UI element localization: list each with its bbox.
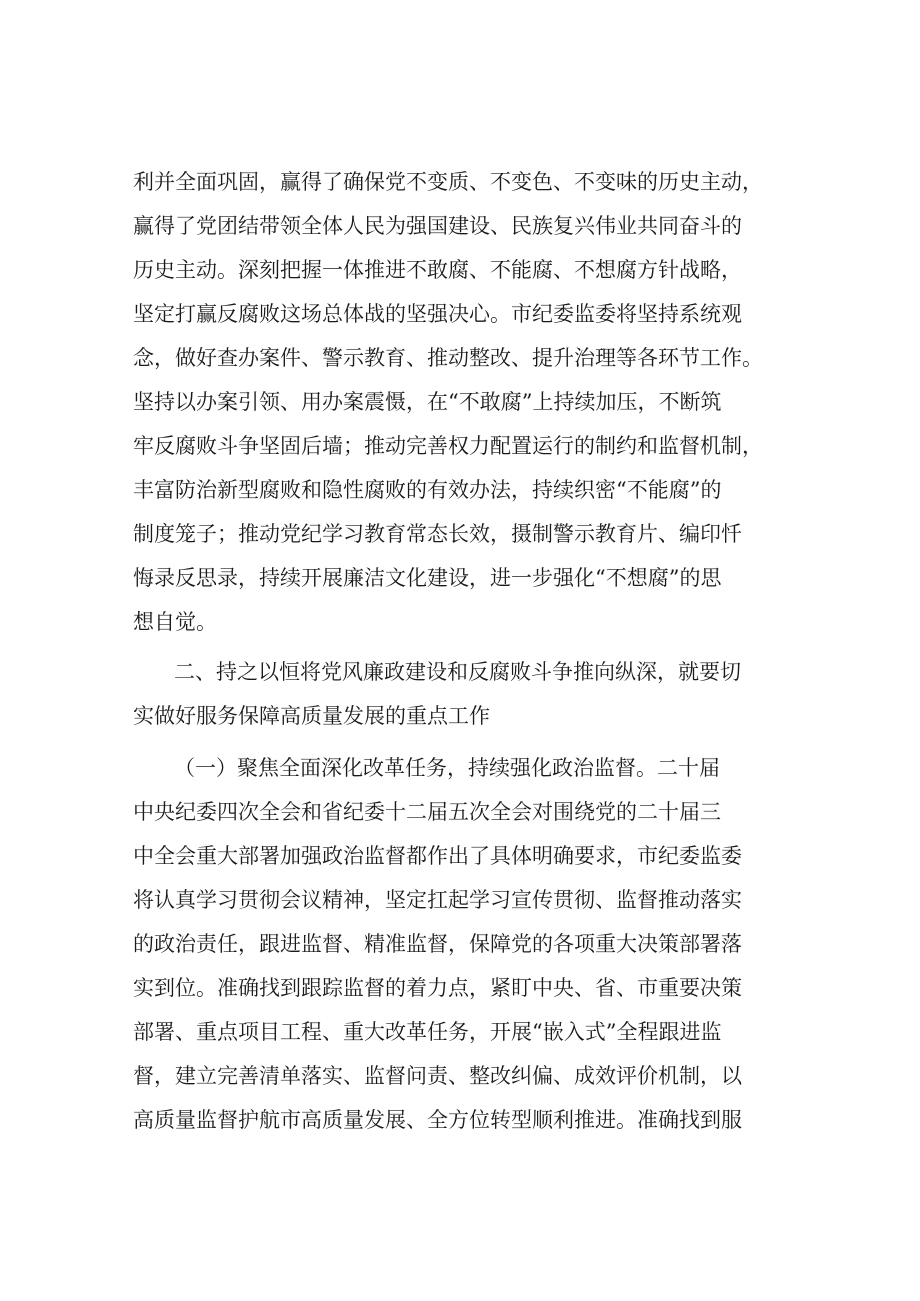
text-line: 督，建立完善清单落实、监督问责、整改纠偏、成效评价机制，以 xyxy=(133,1064,742,1088)
text-line: 坚定打赢反腐败这场总体战的坚强决心。市纪委监委将坚持系统观 xyxy=(133,302,742,326)
text-line: 赢得了党团结带领全体人民为强国建设、民族复兴伟业共同奋斗的 xyxy=(133,214,742,238)
text-line: 中全会重大部署加强政治监督都作出了具体明确要求，市纪委监委 xyxy=(133,844,742,868)
heading-line: 实做好服务保障高质量发展的重点工作 xyxy=(133,704,490,728)
text-line: 将认真学习贯彻会议精神，坚定扛起学习宣传贯彻、监督推动落实 xyxy=(133,888,742,912)
text-line: 念，做好查办案件、警示教育、推动整改、提升治理等各环节工作。 xyxy=(133,346,763,370)
text-line: 的政治责任，跟进监督、精准监督，保障党的各项重大决策部署落 xyxy=(133,932,742,956)
text-line: 想自觉。 xyxy=(133,610,217,634)
text-line: 历史主动。深刻把握一体推进不敢腐、不能腐、不想腐方针战略， xyxy=(133,258,742,282)
text-line: 牢反腐败斗争坚固后墙；推动完善权力配置运行的制约和监督机制， xyxy=(133,434,763,458)
heading-line: 二、持之以恒将党风廉政建设和反腐败斗争推向纵深，就要切 xyxy=(174,660,741,684)
text-line: 悔录反思录，持续开展廉洁文化建设，进一步强化“不想腐”的思 xyxy=(133,566,722,590)
text-line: 坚持以办案引领、用办案震慑，在“不敢腐”上持续加压，不断筑 xyxy=(133,390,722,414)
text-line: 利并全面巩固，赢得了确保党不变质、不变色、不变味的历史主动， xyxy=(133,170,763,194)
text-line: （一）聚焦全面深化改革任务，持续强化政治监督。二十届 xyxy=(174,756,720,780)
text-line: 高质量监督护航市高质量发展、全方位转型顺利推进。准确找到服 xyxy=(133,1108,742,1132)
text-line: 制度笼子；推动党纪学习教育常态长效，摄制警示教育片、编印忏 xyxy=(133,522,742,546)
text-line: 部署、重点项目工程、重大改革任务，开展“嵌入式”全程跟进监 xyxy=(133,1020,722,1044)
text-line: 实到位。准确找到跟踪监督的着力点，紧盯中央、省、市重要决策 xyxy=(133,976,742,1000)
text-line: 中央纪委四次全会和省纪委十二届五次全会对围绕党的二十届三 xyxy=(133,800,721,824)
text-line: 丰富防治新型腐败和隐性腐败的有效办法，持续织密“不能腐”的 xyxy=(133,478,722,502)
